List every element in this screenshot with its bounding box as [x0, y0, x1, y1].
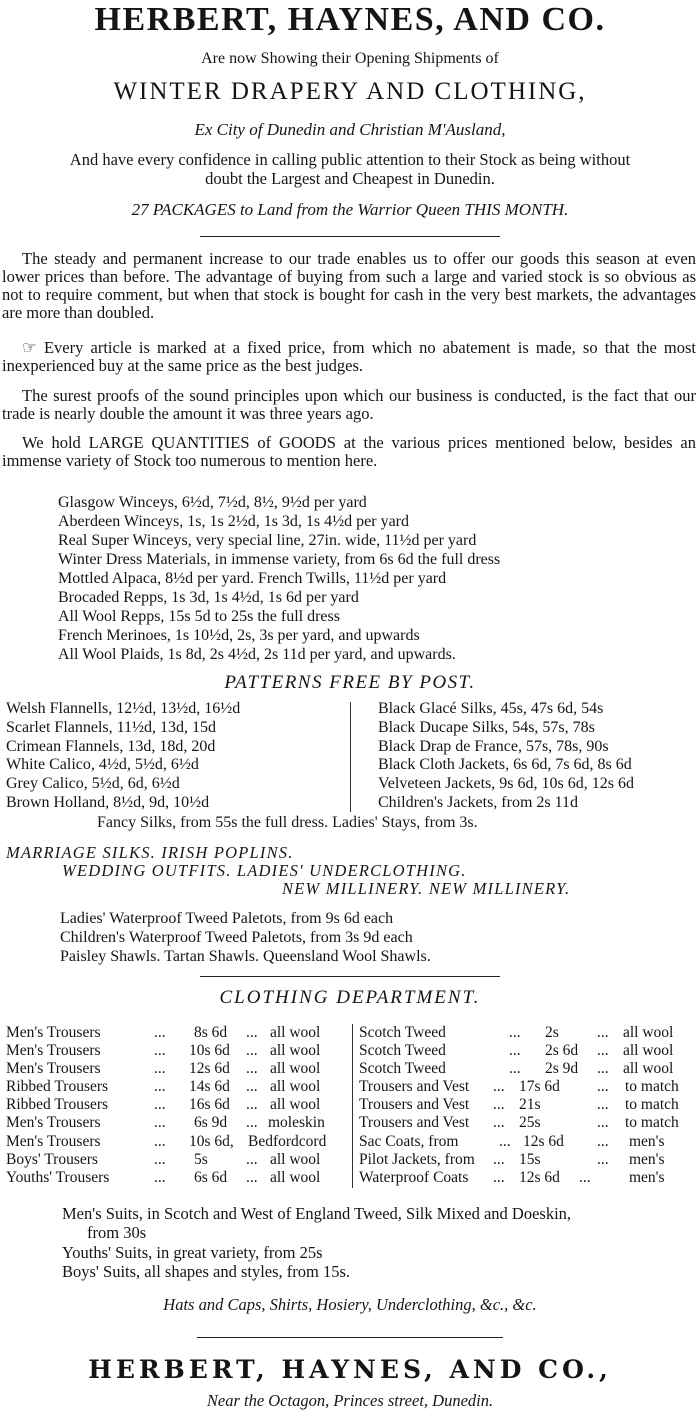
item-name: Ribbed Trousers — [6, 1078, 109, 1096]
item-note: all wool — [623, 1024, 674, 1041]
leader-dots: ... — [579, 1168, 591, 1186]
item-name: Waterproof Coats — [359, 1168, 469, 1186]
paragraph-fixed-price — [2, 339, 696, 375]
item-price: 8s 6d — [194, 1024, 228, 1041]
table-row — [6, 1096, 346, 1114]
list-item: Glasgow Winceys, 6½d, 7½d, 8½, 9½d per yard — [58, 494, 367, 511]
item-note: moleskin — [268, 1114, 325, 1132]
leader-dots: ... — [493, 1150, 505, 1168]
divider-clothing — [200, 976, 500, 977]
leader-dots: ... — [246, 1042, 258, 1060]
table-row — [359, 1024, 699, 1042]
item-name: Scotch Tweed — [359, 1024, 446, 1041]
leader-dots: ... — [597, 1042, 609, 1060]
item-price: 12s 6d — [523, 1132, 564, 1150]
leader-dots: ... — [493, 1096, 505, 1114]
item-price: 2s — [545, 1024, 559, 1041]
table-row — [359, 1060, 699, 1078]
leader-dots: ... — [246, 1060, 258, 1078]
item-name: Ribbed Trousers — [6, 1096, 109, 1114]
ships-line: Ex City of Dunedin and Christian M'Ausland, — [194, 120, 506, 139]
item-note: Bedfordcord — [248, 1132, 327, 1150]
leader-dots: ... — [493, 1114, 505, 1132]
confidence-line-1: And have every confidence in calling public attention to their Stock as being without — [69, 150, 631, 169]
fancy-silks-line: Fancy Silks, from 55s the full dress. Ladies' Stays, from 3s. — [97, 814, 478, 831]
patterns-divider — [350, 702, 351, 812]
patterns-left-column — [6, 700, 240, 813]
list-item: Children's Jackets, from 2s 11d — [378, 793, 579, 811]
item-note: men's — [629, 1132, 665, 1150]
table-row — [359, 1169, 699, 1187]
item-name: Boys' Trousers — [6, 1150, 98, 1168]
clothing-right-table — [359, 1024, 699, 1187]
list-item: French Merinoes, 1s 10½d, 2s, 3s per yard, and upwards — [58, 627, 420, 644]
list-item: Velveteen Jackets, 9s 6d, 10s 6d, 12s 6d — [378, 775, 634, 793]
list-item: Black Drap de France, 57s, 78s, 90s — [378, 737, 609, 755]
footer-company: HERBERT, HAYNES, AND CO., — [88, 1355, 612, 1384]
table-row — [359, 1151, 699, 1169]
item-price: 2s 9d — [545, 1060, 579, 1078]
specials-line-3: NEW MILLINERY. NEW MILLINERY. — [282, 879, 571, 898]
leader-dots: ... — [509, 1042, 521, 1060]
leader-dots: ... — [154, 1096, 166, 1114]
item-name: Men's Trousers — [6, 1024, 101, 1041]
headline: WINTER DRAPERY AND CLOTHING, — [113, 78, 587, 105]
item-note: all wool — [270, 1024, 321, 1041]
price-list — [58, 493, 500, 664]
list-item: Black Ducape Silks, 54s, 57s, 78s — [378, 718, 595, 736]
leader-dots: ... — [246, 1024, 258, 1041]
table-row — [6, 1169, 346, 1187]
leader-dots: ... — [597, 1114, 609, 1132]
item-price: 25s — [519, 1114, 541, 1132]
item-name: Trousers and Vest — [359, 1114, 470, 1132]
clothing-divider — [352, 1024, 353, 1188]
item-note: all wool — [270, 1150, 321, 1168]
item-name: Trousers and Vest — [359, 1096, 470, 1114]
clothing-heading: CLOTHING DEPARTMENT. — [219, 987, 481, 1008]
item-name: Pilot Jackets, from — [359, 1150, 475, 1168]
leader-dots: ... — [493, 1168, 505, 1186]
patterns-heading: PATTERNS FREE BY POST. — [224, 672, 476, 693]
item-price: 10s 6d, — [189, 1132, 234, 1150]
table-row — [6, 1024, 346, 1042]
table-row — [359, 1114, 699, 1132]
item-name: Scotch Tweed — [359, 1060, 446, 1078]
item-name: Trousers and Vest — [359, 1078, 470, 1096]
item-note: to match — [625, 1096, 679, 1114]
item-name: Men's Trousers — [6, 1132, 101, 1150]
table-row — [6, 1060, 346, 1078]
item-name: Youths' Trousers — [6, 1168, 110, 1186]
divider-top — [200, 236, 500, 237]
specials-line-2: WEDDING OUTFITS. LADIES' UNDERCLOTHING. — [62, 861, 467, 880]
packages-line: 27 PACKAGES to Land from the Warrior Queen THIS MONTH. — [131, 200, 569, 219]
list-item: Real Super Winceys, very special line, 27in. wide, 11½d per yard — [58, 532, 477, 549]
list-item: Aberdeen Winceys, 1s, 1s 2½d, 1s 3d, 1s 4½d per yard — [58, 513, 409, 530]
item-note: all wool — [270, 1060, 321, 1078]
patterns-right-column — [378, 700, 634, 813]
item-price: 5s — [194, 1150, 208, 1168]
leader-dots: ... — [597, 1024, 609, 1041]
list-item: Grey Calico, 5½d, 6d, 6½d — [6, 775, 180, 793]
leader-dots: ... — [246, 1150, 258, 1168]
leader-dots: ... — [154, 1024, 166, 1041]
item-price: 15s — [519, 1150, 541, 1168]
table-row — [6, 1151, 346, 1169]
list-item: Scarlet Flannels, 11½d, 13d, 15d — [6, 718, 217, 736]
item-price: 17s 6d — [519, 1078, 560, 1096]
table-row — [359, 1096, 699, 1114]
footer-address: Near the Octagon, Princes street, Dunedin. — [206, 1391, 494, 1410]
item-price: 14s 6d — [189, 1078, 230, 1096]
item-price: 10s 6d — [189, 1042, 230, 1060]
outerwear-list — [60, 909, 431, 966]
leader-dots: ... — [499, 1132, 511, 1150]
list-item: Black Glacé Silks, 45s, 47s 6d, 54s — [378, 700, 604, 717]
item-note: all wool — [623, 1060, 674, 1078]
item-price: 2s 6d — [545, 1042, 579, 1060]
leader-dots: ... — [154, 1078, 166, 1096]
confidence-line-2: doubt the Largest and Cheapest in Dunedin. — [205, 169, 495, 188]
item-price: 21s — [519, 1096, 541, 1114]
leader-dots: ... — [509, 1060, 521, 1078]
table-row — [6, 1133, 346, 1151]
list-item: Mottled Alpaca, 8½d per yard. French Twills, 11½d per yard — [58, 570, 447, 587]
item-name: Scotch Tweed — [359, 1042, 446, 1060]
divider-footer — [197, 1337, 503, 1338]
table-row — [6, 1078, 346, 1096]
item-name: Men's Trousers — [6, 1114, 101, 1132]
item-price: 6s 9d — [194, 1114, 228, 1132]
list-item: Winter Dress Materials, in immense variety, from 6s 6d the full dress — [58, 551, 501, 568]
leader-dots: ... — [154, 1168, 166, 1186]
list-item: Paisley Shawls. Tartan Shawls. Queensland Wool Shawls. — [60, 948, 431, 965]
list-item: White Calico, 4½d, 5½d, 6½d — [6, 756, 199, 774]
list-item: Welsh Flannells, 12½d, 13½d, 16½d — [6, 700, 241, 717]
youths-suits-line: Youths' Suits, in great variety, from 25s — [62, 1243, 323, 1262]
item-note: to match — [625, 1114, 679, 1132]
table-row — [6, 1042, 346, 1060]
list-item: Ladies' Waterproof Tweed Paletots, from 9s 6d each — [60, 910, 394, 927]
leader-dots: ... — [246, 1168, 258, 1186]
leader-dots: ... — [154, 1042, 166, 1060]
paragraph-quantities: We hold LARGE QUANTITIES of GOODS at the various prices mentioned below, besides an immense variety of Stock too numerous to mention here. — [2, 433, 696, 470]
table-row — [6, 1114, 346, 1132]
item-note: all wool — [623, 1042, 674, 1060]
list-item: Children's Waterproof Tweed Paletots, from 3s 9d each — [60, 929, 413, 946]
table-row — [359, 1133, 699, 1151]
paragraph-proofs: The surest proofs of the sound principles upon which our business is conducted, is the fact that our trade is nearly double the amount it was three years ago. — [2, 386, 696, 423]
item-price: 12s 6d — [189, 1060, 230, 1078]
item-note: all wool — [270, 1096, 321, 1114]
boys-suits-line: Boys' Suits, all shapes and styles, from 15s. — [62, 1262, 351, 1281]
mens-suits-line-1: Men's Suits, in Scotch and West of England Tweed, Silk Mixed and Doeskin, — [62, 1204, 572, 1223]
fixed-price-text: Every article is marked at a fixed price, from which no abatement is made, so that the most inexperienced buy at the same price as the best judges. — [2, 338, 697, 375]
accessories-line: Hats and Caps, Shirts, Hosiery, Underclothing, &c., &c. — [163, 1295, 537, 1314]
leader-dots: ... — [246, 1114, 258, 1132]
leader-dots: ... — [246, 1096, 258, 1114]
paragraph-trade: The steady and permanent increase to our trade enables us to offer our goods this season at even lower prices than before. The advantage of buying from such a large and varied stock is so obvious as not to require comment, but when that stock is bought for cash in the very best markets, the advantages are more than doubled. — [2, 249, 696, 322]
leader-dots: ... — [597, 1060, 609, 1078]
table-row — [359, 1078, 699, 1096]
leader-dots: ... — [597, 1132, 609, 1150]
leader-dots: ... — [509, 1024, 521, 1041]
leader-dots: ... — [246, 1078, 258, 1096]
leader-dots: ... — [597, 1078, 609, 1096]
item-name: Men's Trousers — [6, 1042, 101, 1060]
item-name: Men's Trousers — [6, 1060, 101, 1078]
mens-suits-line-2: from 30s — [87, 1223, 147, 1242]
item-note: all wool — [270, 1042, 321, 1060]
item-note: all wool — [270, 1078, 321, 1096]
item-note: all wool — [270, 1168, 321, 1186]
list-item: All Wool Plaids, 1s 8d, 2s 4½d, 2s 11d per yard, and upwards. — [58, 646, 456, 663]
item-note: men's — [629, 1150, 665, 1168]
leader-dots: ... — [493, 1078, 505, 1096]
leader-dots: ... — [597, 1096, 609, 1114]
leader-dots: ... — [154, 1150, 166, 1168]
company-title: HERBERT, HAYNES, AND CO. — [94, 1, 606, 38]
list-item: Black Cloth Jackets, 6s 6d, 7s 6d, 8s 6d — [378, 756, 632, 774]
list-item: All Wool Repps, 15s 5d to 25s the full dress — [58, 608, 340, 625]
leader-dots: ... — [597, 1150, 609, 1168]
item-price: 6s 6d — [194, 1168, 228, 1186]
item-price: 12s 6d — [519, 1168, 560, 1186]
list-item: Brocaded Repps, 1s 3d, 1s 4½d, 1s 6d per yard — [58, 589, 359, 606]
list-item: Brown Holland, 8½d, 9d, 10½d — [6, 793, 210, 811]
clothing-left-table — [6, 1024, 346, 1187]
leader-dots: ... — [154, 1132, 166, 1150]
leader-dots: ... — [154, 1114, 166, 1132]
pointing-hand-icon: ☞ — [22, 338, 37, 357]
table-row — [359, 1042, 699, 1060]
item-note: to match — [625, 1078, 679, 1096]
list-item: Crimean Flannels, 13d, 18d, 20d — [6, 737, 216, 755]
item-name: Sac Coats, from — [359, 1132, 459, 1150]
showing-line: Are now Showing their Opening Shipments of — [201, 50, 499, 67]
specials-line-1: MARRIAGE SILKS. IRISH POPLINS. — [6, 843, 294, 862]
item-price: 16s 6d — [189, 1096, 230, 1114]
leader-dots: ... — [154, 1060, 166, 1078]
item-note: men's — [629, 1168, 665, 1186]
